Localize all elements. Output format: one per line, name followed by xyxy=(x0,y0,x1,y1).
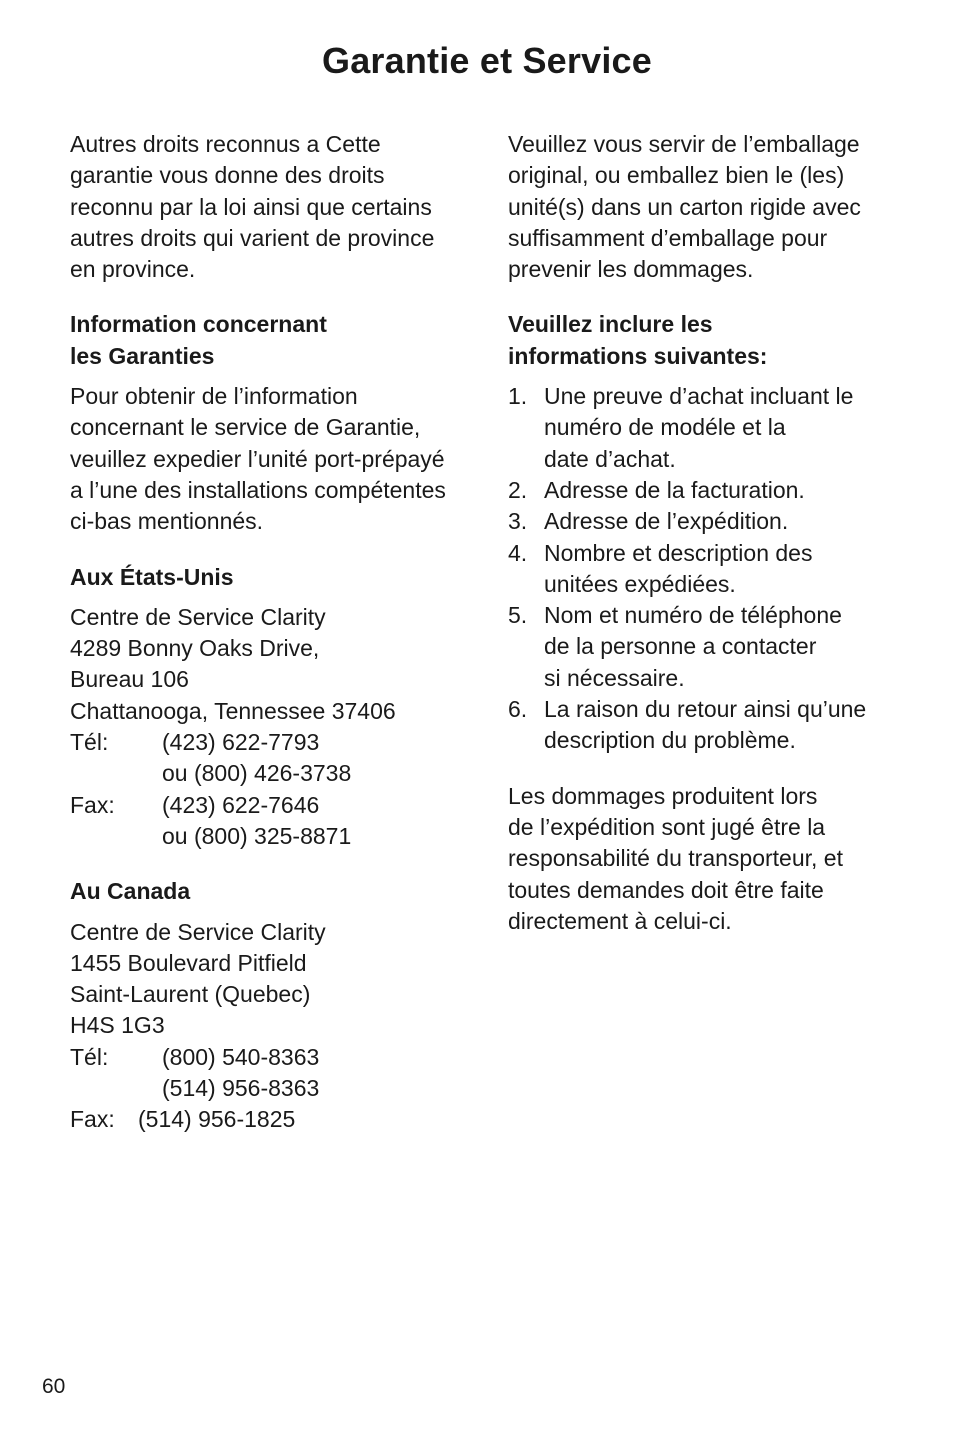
text-line: de l’expédition sont jugé être la xyxy=(508,813,826,840)
text-line: reconnu par la loi ainsi que certains xyxy=(70,193,432,220)
include-info-heading xyxy=(508,309,898,372)
heading-line: Information concernant xyxy=(70,311,327,338)
page-number: 60 xyxy=(42,1375,66,1398)
text-line: si nécessaire. xyxy=(544,664,685,691)
contact-value: ou (800) 426-3738 xyxy=(162,760,352,787)
canada-heading: Au Canada xyxy=(70,878,191,905)
text-line: Adresse de la facturation. xyxy=(544,476,805,503)
canada-fax-row xyxy=(70,1104,470,1135)
contact-label: Fax: xyxy=(70,1106,115,1133)
list-number: 6. xyxy=(508,696,528,723)
text-line: Nombre et description des xyxy=(544,539,813,566)
list-number: 2. xyxy=(508,476,528,503)
canada-phone-row xyxy=(70,1042,470,1073)
text-line: date d’achat. xyxy=(544,445,676,472)
address-line: Bureau 106 xyxy=(70,666,189,693)
text-line: garantie vous donne des droits xyxy=(70,162,385,189)
contact-label xyxy=(70,758,162,789)
address-line: 1455 Boulevard Pitfield xyxy=(70,949,307,976)
contact-label xyxy=(70,1073,162,1104)
list-text xyxy=(544,475,898,506)
text-line: numéro de modéle et la xyxy=(544,414,786,441)
text-line: Adresse de l’expédition. xyxy=(544,508,789,535)
right-column xyxy=(508,129,898,961)
contact-value: ou (800) 325-8871 xyxy=(162,822,352,849)
text-line: Veuillez vous servir de l’emballage xyxy=(508,131,860,157)
list-number: 3. xyxy=(508,508,528,535)
heading-line: informations suivantes: xyxy=(508,342,768,369)
text-line: original, ou emballez bien le (les) xyxy=(508,162,845,189)
text-line: La raison du retour ainsi qu’une xyxy=(544,696,867,723)
rights-paragraph xyxy=(70,129,470,285)
warranty-info-heading xyxy=(70,309,470,372)
text-line: description du problème. xyxy=(544,727,796,754)
us-service-address xyxy=(70,602,470,852)
address-line: H4S 1G3 xyxy=(70,1012,165,1039)
us-phone-row xyxy=(70,758,470,789)
address-line: Centre de Service Clarity xyxy=(70,918,326,945)
address-line: Chattanooga, Tennessee 37406 xyxy=(70,697,396,724)
contact-value: (800) 540-8363 xyxy=(162,1043,320,1070)
list-item xyxy=(508,538,898,601)
canada-service-address xyxy=(70,917,470,1136)
text-line: unité(s) dans un carton rigide avec xyxy=(508,193,861,220)
list-number: 1. xyxy=(508,383,528,410)
page-title: Garantie et Service xyxy=(322,40,652,81)
list-text xyxy=(544,381,898,475)
required-info-list xyxy=(508,381,898,757)
contact-value: (423) 622-7646 xyxy=(162,791,320,818)
contact-label: Tél: xyxy=(70,729,109,756)
address-line: Centre de Service Clarity xyxy=(70,603,326,630)
text-line: prevenir les dommages. xyxy=(508,256,754,283)
list-item xyxy=(508,381,898,475)
list-item xyxy=(508,475,898,506)
list-number: 5. xyxy=(508,602,528,629)
packaging-paragraph xyxy=(508,129,898,285)
list-item xyxy=(508,506,898,537)
left-column xyxy=(70,129,470,1160)
list-text xyxy=(544,694,898,757)
list-item xyxy=(508,694,898,757)
text-line: autres droits qui varient de province xyxy=(70,224,435,251)
contact-value: (423) 622-7793 xyxy=(162,729,320,756)
text-line: veuillez expedier l’unité port-prépayé xyxy=(70,445,445,472)
us-fax-row xyxy=(70,790,470,821)
contact-label: Fax: xyxy=(70,791,115,818)
contact-label xyxy=(70,821,162,852)
text-line: toutes demandes doit être faite xyxy=(508,876,824,903)
text-line: Nom et numéro de téléphone xyxy=(544,602,842,629)
text-line: Pour obtenir de l’information xyxy=(70,383,358,410)
contact-label: Tél: xyxy=(70,1043,109,1070)
address-line: Saint-Laurent (Quebec) xyxy=(70,981,311,1008)
text-line: de la personne a contacter xyxy=(544,633,817,660)
list-item xyxy=(508,600,898,694)
list-text xyxy=(544,538,898,601)
heading-line: les Garanties xyxy=(70,342,215,369)
list-number: 4. xyxy=(508,539,528,566)
address-line: 4289 Bonny Oaks Drive, xyxy=(70,635,320,662)
contact-value: (514) 956-1825 xyxy=(138,1106,296,1133)
us-fax-row xyxy=(70,821,470,852)
text-line: unitées expédiées. xyxy=(544,570,736,597)
us-phone-row xyxy=(70,727,470,758)
text-line: Une preuve d’achat incluant le xyxy=(544,383,854,410)
text-line: suffisamment d’emballage pour xyxy=(508,224,828,251)
text-line: directement à celui-ci. xyxy=(508,907,732,934)
warranty-info-paragraph xyxy=(70,381,470,537)
list-text xyxy=(544,506,898,537)
damage-paragraph xyxy=(508,781,898,937)
text-line: a l’une des installations compétentes xyxy=(70,476,446,503)
text-line: ci-bas mentionnés. xyxy=(70,508,264,535)
list-text xyxy=(544,600,898,694)
heading-line: Veuillez inclure les xyxy=(508,311,713,338)
contact-value: (514) 956-8363 xyxy=(162,1075,320,1102)
text-line: Autres droits reconnus a Cette xyxy=(70,131,381,157)
text-line: en province. xyxy=(70,256,196,283)
text-line: concernant le service de Garantie, xyxy=(70,414,421,441)
canada-phone-row xyxy=(70,1073,470,1104)
text-line: responsabilité du transporteur, et xyxy=(508,845,843,872)
text-line: Les dommages produitent lors xyxy=(508,782,818,809)
us-heading: Aux États-Unis xyxy=(70,563,234,590)
